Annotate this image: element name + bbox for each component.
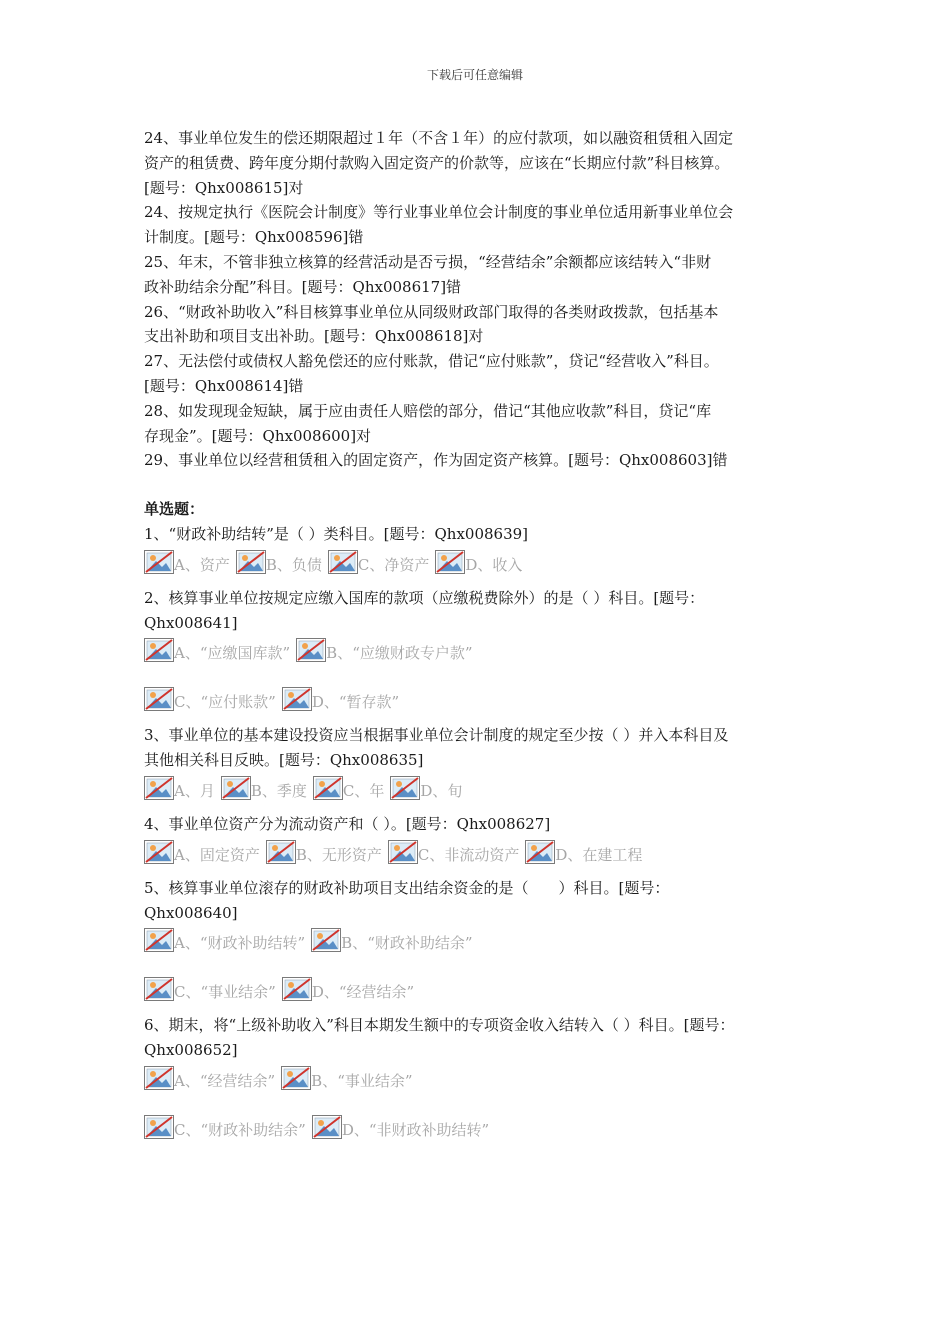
options-row [144,1113,834,1139]
tf-item-line: 28、如发现现金短缺，属于应由责任人赔偿的部分，借记“其他应收款”科目，贷记“库 [144,401,712,420]
question [144,812,834,864]
tf-item-line: 政补助结余分配”科目。[题号：Qhx008617]错 [144,277,462,296]
answer-option[interactable] [435,550,522,574]
broken-image-icon [296,638,326,662]
option-label: B、“应缴财政专户款” [326,644,473,663]
question [144,1013,834,1139]
broken-image-icon [328,550,358,574]
options-row [144,926,834,952]
broken-image-icon [144,1115,174,1139]
option-label: D、旬 [420,781,463,800]
broken-image-icon [144,776,174,800]
option-label: A、“财政补助结转” [174,934,306,953]
question-text: 3、事业单位的基本建设投资应当根据事业单位会计制度的规定至少按（ ）并入本科目及 [144,726,729,745]
option-label: A、月 [174,781,215,800]
question-text: Qhx008641] [144,613,238,632]
options-row [144,548,834,574]
option-label: A、固定资产 [174,845,260,864]
option-label: B、无形资产 [295,845,382,864]
option-label: B、“事业结余” [311,1071,413,1090]
question-text: 5、核算事业单位滚存的财政补助项目支出结余资金的是（ ）科目。[题号： [144,878,670,897]
answer-option[interactable] [144,1115,306,1139]
broken-image-icon [144,550,174,574]
broken-image-icon [313,776,343,800]
broken-image-icon [144,1066,174,1090]
options-row [144,975,834,1001]
options-row [144,1064,834,1090]
question [144,586,834,712]
answer-option[interactable] [313,776,384,800]
tf-item-line: 25、年末，不管非独立核算的经营活动是否亏损，“经营结余”余额都应该结转入“非财 [144,252,712,271]
question [144,522,834,574]
broken-image-icon [312,1115,342,1139]
option-label: B、季度 [250,781,307,800]
broken-image-icon [311,928,341,952]
question-text: 1、“财政补助结转”是（ ）类科目。[题号：Qhx008639] [144,524,529,543]
broken-image-icon [144,928,174,952]
option-label: C、年 [342,781,385,800]
tf-item-line: 24、事业单位发生的偿还期限超过１年（不含１年）的应付款项，如以融资租赁租入固定 [144,129,734,147]
multiple-choice-section [144,522,834,1139]
answer-option[interactable] [144,687,276,711]
option-label: B、“财政补助结余” [341,934,473,953]
page-header: 下载后可任意编辑 [426,68,523,82]
broken-image-icon [266,840,296,864]
answer-option[interactable] [144,928,305,952]
option-label: C、“事业结余” [174,983,276,1002]
options-row [144,636,834,662]
answer-option[interactable] [312,1115,489,1139]
option-label: C、非流动资产 [417,845,520,864]
tf-item-line: 存现金”。[题号：Qhx008600]对 [144,426,372,445]
broken-image-icon [282,977,312,1001]
question [144,723,834,800]
document-body [144,126,834,1139]
true-false-section [144,126,834,473]
answer-option[interactable] [266,840,382,864]
broken-image-icon [236,550,266,574]
answer-option[interactable] [144,840,260,864]
answer-option[interactable] [144,550,230,574]
answer-option[interactable] [144,638,290,662]
question-text: Qhx008652] [144,1041,238,1060]
tf-item-line: [题号：Qhx008615]对 [144,178,304,197]
answer-option[interactable] [328,550,429,574]
broken-image-icon [144,638,174,662]
tf-item-line: 26、“财政补助收入”科目核算事业单位从同级财政部门取得的各类财政拨款，包括基本 [144,302,719,321]
answer-option[interactable] [311,928,472,952]
answer-option[interactable] [144,1066,275,1090]
tf-item-line: 24、按规定执行《医院会计制度》等行业事业单位会计制度的事业单位适用新事业单位会 [144,203,734,222]
answer-option[interactable] [282,977,414,1001]
question-text: 其他相关科目反映。[题号：Qhx008635] [144,751,424,770]
options-row [144,774,834,800]
tf-item-line: [题号：Qhx008614]错 [144,376,304,395]
broken-image-icon [282,687,312,711]
tf-item-line: 27、无法偿付或债权人豁免偿还的应付账款，借记“应付账款”，贷记“经营收入”科目。 [144,352,719,371]
tf-item-line: 资产的租赁费、跨年度分期付款购入固定资产的价款等，应该在“长期应付款”科目核算。 [144,153,730,172]
options-row [144,685,834,711]
broken-image-icon [144,840,174,864]
broken-image-icon [144,977,174,1001]
option-label: C、净资产 [357,555,430,574]
answer-option[interactable] [296,638,472,662]
tf-item-line: 29、事业单位以经营租赁租入的固定资产，作为固定资产核算。[题号：Qhx008603]错 [144,451,728,470]
question-text: 6、期末，将“上级补助收入”科目本期发生额中的专项资金收入结转入（ ）科目。[题号： [144,1016,735,1035]
tf-item-line: 计制度。[题号：Qhx008596]错 [144,228,364,247]
option-label: A、资产 [174,555,230,574]
option-label: B、负债 [265,555,322,574]
answer-option[interactable] [281,1066,412,1090]
answer-option[interactable] [144,977,276,1001]
option-label: D、收入 [465,555,523,574]
answer-option[interactable] [236,550,322,574]
option-label: D、“经营结余” [311,983,415,1002]
options-row [144,838,834,864]
answer-option[interactable] [388,840,519,864]
option-label: A、“应缴国库款” [174,644,291,663]
option-label: D、在建工程 [555,845,643,864]
answer-option[interactable] [282,687,399,711]
broken-image-icon [388,840,418,864]
broken-image-icon [221,776,251,800]
answer-option[interactable] [144,776,215,800]
answer-option[interactable] [390,776,462,800]
tf-item-line: 支出补助和项目支出补助。[题号：Qhx008618]对 [144,327,484,346]
option-label: D、“非财政补助结转” [341,1120,490,1139]
option-label: D、“暂存款” [311,693,400,712]
option-label: C、“应付账款” [174,693,276,712]
broken-image-icon [281,1066,311,1090]
broken-image-icon [390,776,420,800]
option-label: C、“财政补助结余” [174,1120,306,1139]
option-label: A、“经营结余” [174,1071,276,1090]
question-text: 2、核算事业单位按规定应缴入国库的款项（应缴税费除外）的是（ ）科目。[题号： [144,588,705,607]
answer-option[interactable] [525,840,642,864]
broken-image-icon [435,550,465,574]
question [144,876,834,1002]
broken-image-icon [144,687,174,711]
answer-option[interactable] [221,776,307,800]
section-title: 单选题： [144,500,205,519]
question-text: Qhx008640] [144,903,238,922]
question-text: 4、事业单位资产分为流动资产和（ ）。[题号：Qhx008627] [144,814,551,833]
broken-image-icon [525,840,555,864]
